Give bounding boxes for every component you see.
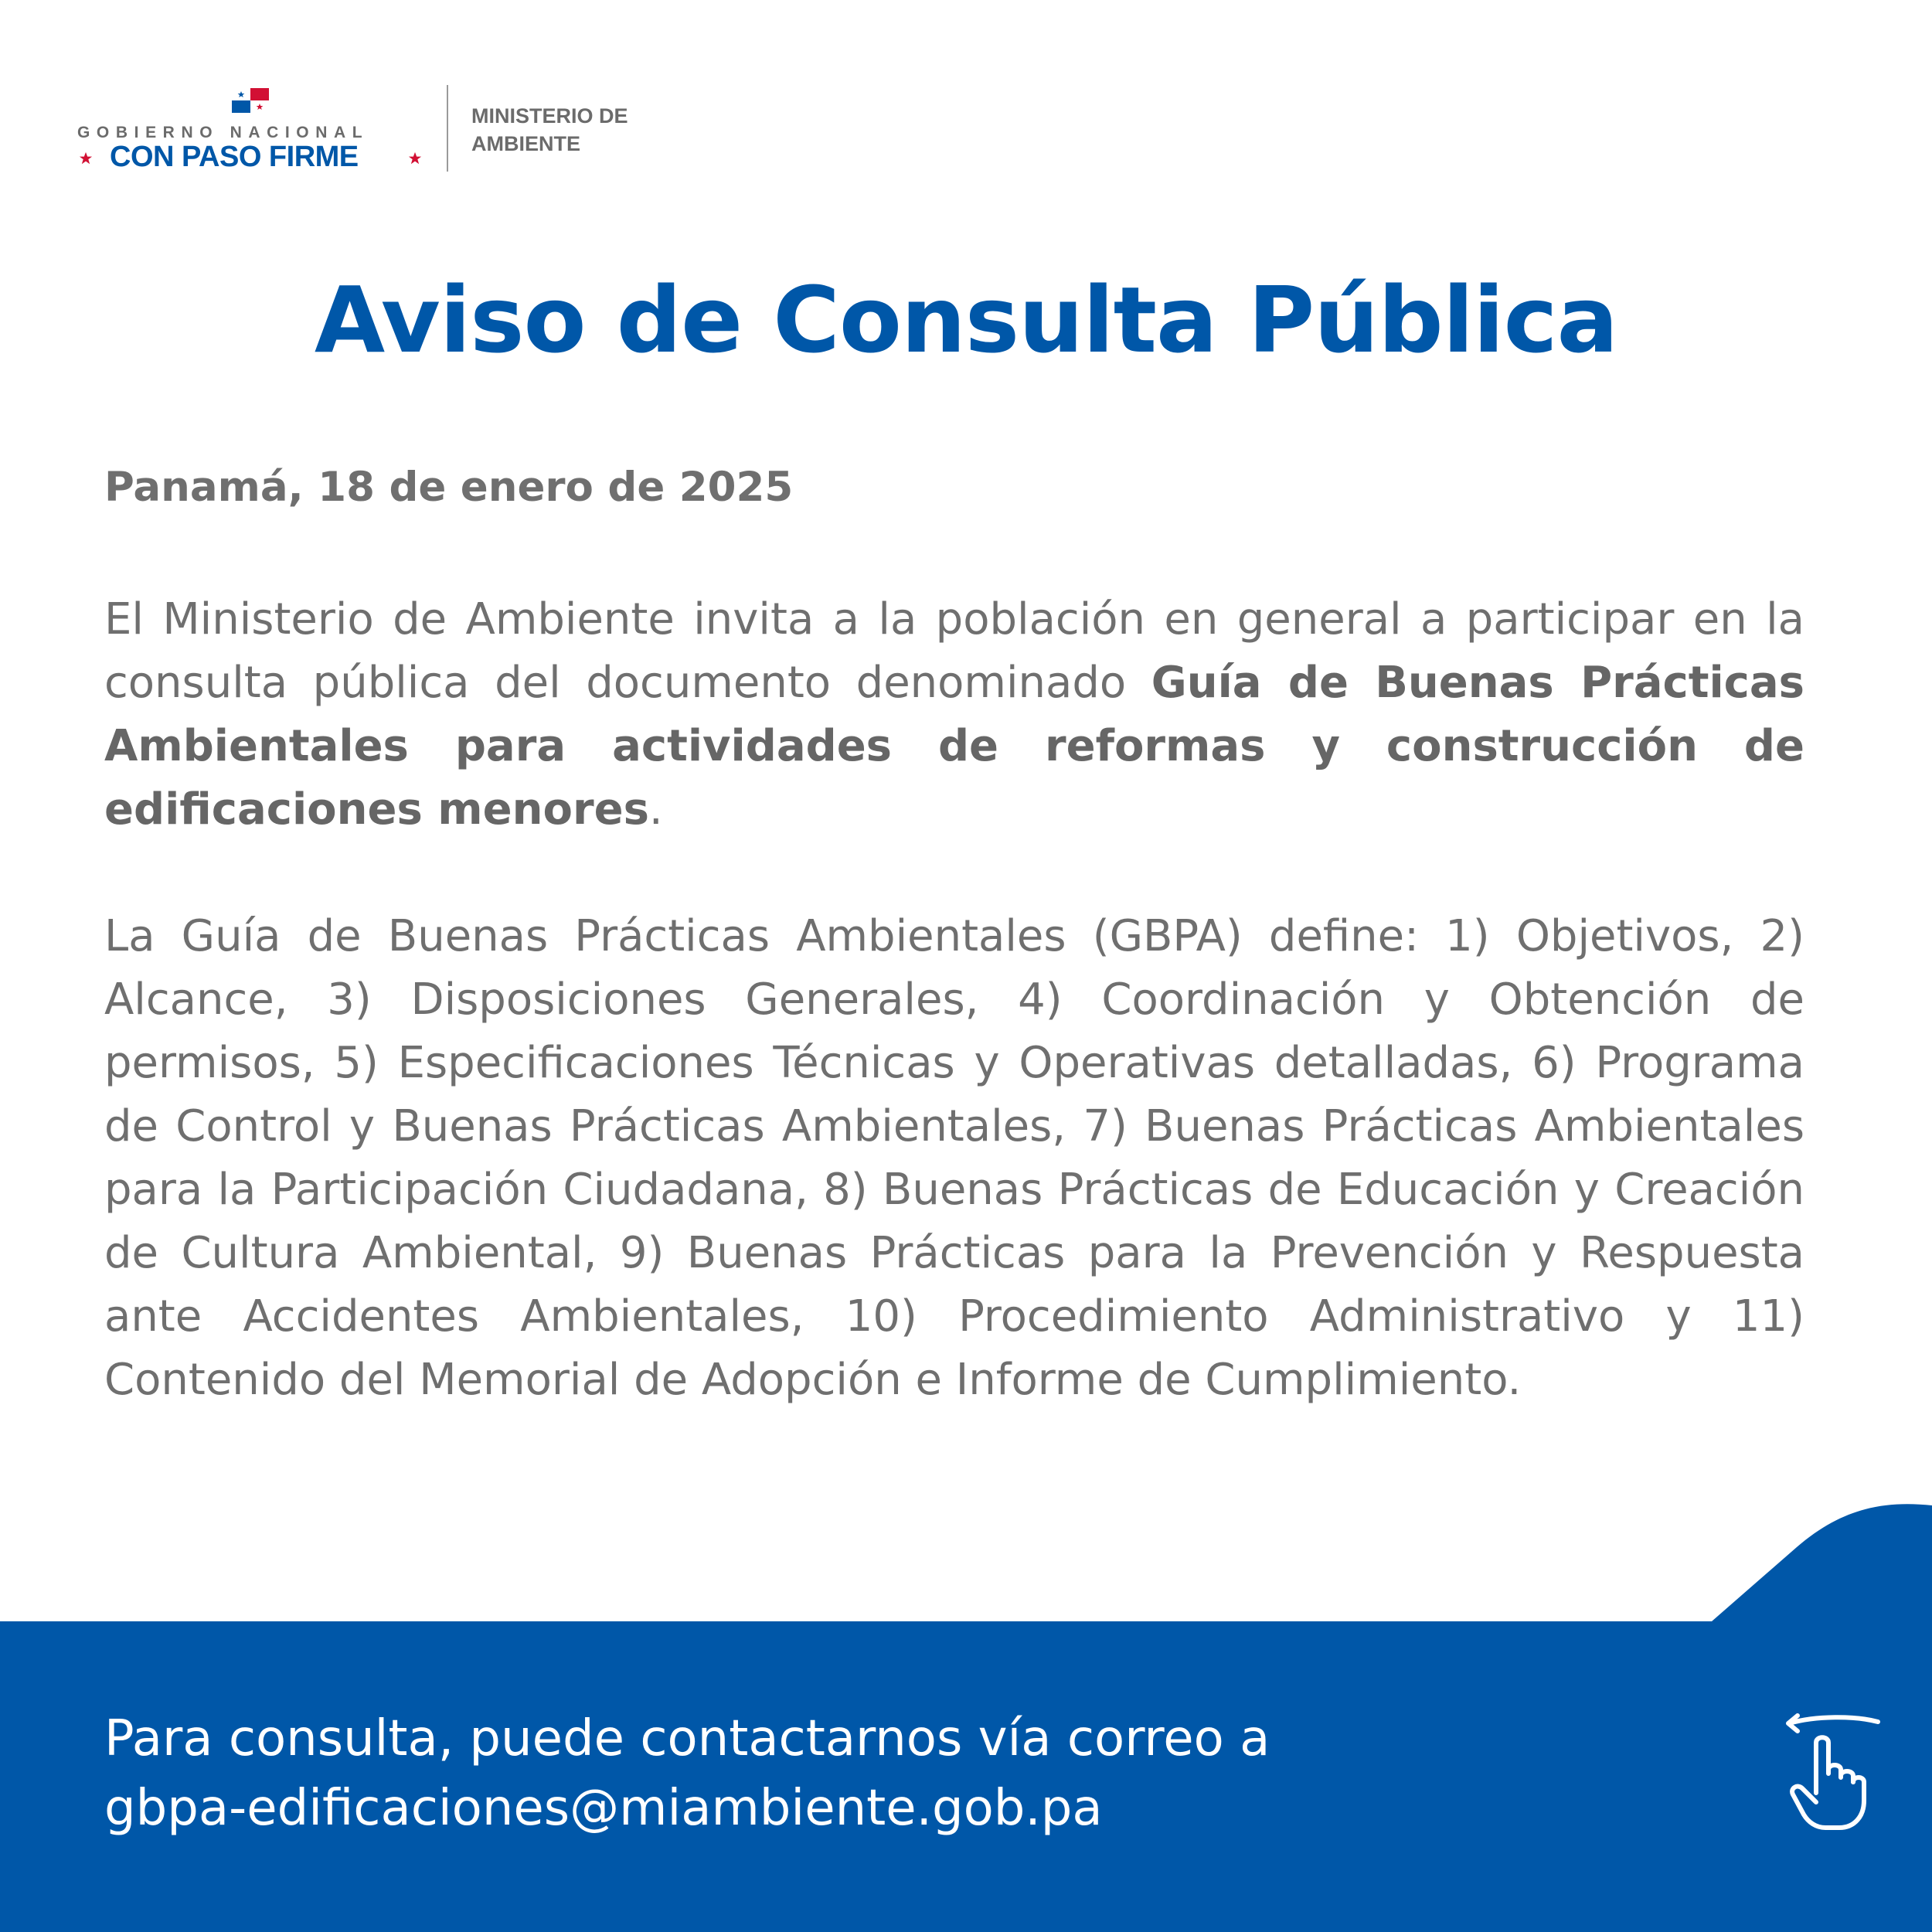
star-icon xyxy=(79,151,93,165)
invitation-intro: El Ministerio de Ambiente invita a la población en general a participar en la consulta pública del documento denominado xyxy=(104,594,1804,708)
government-header xyxy=(77,85,696,178)
invitation-paragraph xyxy=(104,588,1804,842)
page-title: Aviso de Consulta Pública xyxy=(314,267,1618,373)
contact-line: Para consulta, puede contactarnos vía correo a xyxy=(104,1710,1270,1767)
ministry-name xyxy=(471,102,628,158)
con-paso-firme-label xyxy=(77,141,425,176)
con-paso-firme-text: CON PASO FIRME xyxy=(110,141,359,173)
invitation-end: . xyxy=(648,784,663,835)
ministry-line1: MINISTERIO DE xyxy=(471,104,628,128)
ministry-line2: AMBIENTE xyxy=(471,132,580,155)
date-line: Panamá, 18 de enero de 2025 xyxy=(104,464,794,511)
contact-text xyxy=(104,1704,1727,1843)
star-icon xyxy=(408,151,422,165)
guide-contents-paragraph: La Guía de Buenas Prácticas Ambientales (GBPA) define: 1) Objetivos, 2) Alcance, 3) Disposiciones Generales, 4) Coordinación y Obtención de permisos, 5) Especificaciones Técnicas y Operativas detalladas, 6) Programa de Control y Buenas Prácticas Ambientales, 7) Buenas Prácticas Ambientales para la Participación Ciudadana, 8) Buenas Prácticas de Educación y Creación de Cultura Ambiental, 9) Buenas Prácticas para la Prevención y Respuesta ante Accidentes Ambientales, 10) Procedimiento Administrativo y 11) Contenido del Memorial de Adopción e Informe de Cumplimiento. xyxy=(104,911,1804,1405)
panama-flag-icon xyxy=(232,88,269,113)
document-name: Guía de Buenas Prácticas Ambientales para actividades de reformas y construcción de edificaciones menores xyxy=(104,658,1804,835)
swipe-left-hand-icon xyxy=(1777,1708,1886,1832)
header-divider xyxy=(447,85,448,172)
contact-email[interactable]: gbpa-edificaciones@miambiente.gob.pa xyxy=(104,1780,1103,1837)
gobierno-nacional-label: GOBIERNO NACIONAL xyxy=(77,124,369,141)
